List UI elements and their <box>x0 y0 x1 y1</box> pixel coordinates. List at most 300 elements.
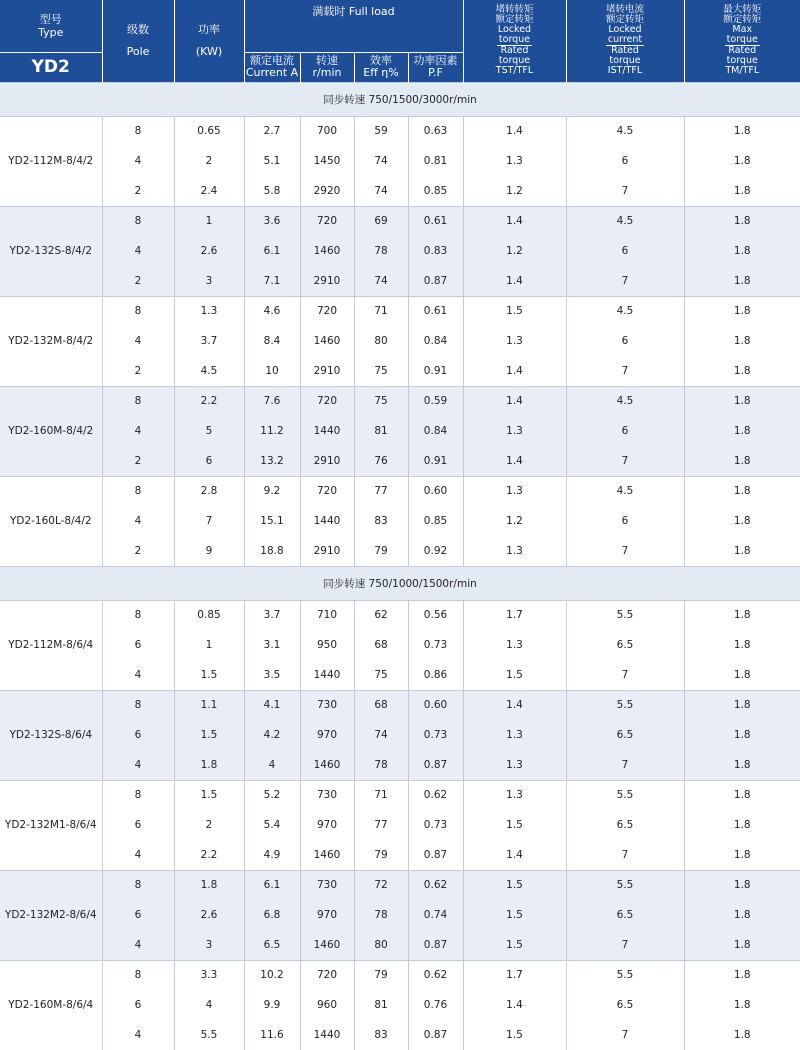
efficiency-cell: 79 <box>354 840 408 870</box>
speed-cell: 1460 <box>300 326 354 356</box>
tm-label-en3: Rated <box>685 46 800 56</box>
current-cell: 15.1 <box>244 506 300 536</box>
pole-cell: 4 <box>102 930 174 960</box>
speed-cell: 2910 <box>300 536 354 566</box>
locked-current-ratio-cell: 7 <box>566 750 684 780</box>
speed-cell: 2910 <box>300 266 354 296</box>
table-row <box>0 720 800 750</box>
current-cell: 11.6 <box>244 1020 300 1050</box>
power-factor-cell: 0.87 <box>408 266 463 296</box>
model-cell: YD2-132M2-8/6/4 <box>0 870 102 960</box>
locked-current-ratio-cell: 6.5 <box>566 900 684 930</box>
table-row <box>0 750 800 780</box>
locked-current-ratio-cell: 7 <box>566 176 684 206</box>
locked-torque-ratio-cell: 1.4 <box>463 446 566 476</box>
pole-cell: 2 <box>102 446 174 476</box>
speed-cell: 1440 <box>300 1020 354 1050</box>
model-cell: YD2-160M-8/6/4 <box>0 960 102 1050</box>
current-cell: 3.6 <box>244 206 300 236</box>
pole-cell: 4 <box>102 1020 174 1050</box>
table-row <box>0 630 800 660</box>
efficiency-cell: 75 <box>354 356 408 386</box>
power-cell: 1.8 <box>174 870 244 900</box>
locked-torque-ratio-cell: 1.7 <box>463 600 566 630</box>
locked-current-ratio-cell: 7 <box>566 1020 684 1050</box>
pole-cell: 8 <box>102 870 174 900</box>
pf-label-zh: 功率因素 <box>409 55 463 67</box>
locked-current-header <box>566 0 684 82</box>
power-factor-cell: 0.74 <box>408 900 463 930</box>
locked-torque-ratio-cell: 1.5 <box>463 1020 566 1050</box>
current-cell: 10 <box>244 356 300 386</box>
eff-label-en: Eff η% <box>355 67 408 79</box>
efficiency-header <box>354 52 408 82</box>
locked-current-ratio-cell: 4.5 <box>566 296 684 326</box>
ist-label-en3: Rated <box>567 46 684 56</box>
pole-cell: 4 <box>102 750 174 780</box>
tm-label-en5: TM/TFL <box>685 66 800 76</box>
pole-header <box>102 0 174 82</box>
max-torque-ratio-cell: 1.8 <box>684 1020 800 1050</box>
efficiency-cell: 81 <box>354 990 408 1020</box>
power-cell: 7 <box>174 506 244 536</box>
locked-current-ratio-cell: 4.5 <box>566 476 684 506</box>
power-cell: 2.4 <box>174 176 244 206</box>
max-torque-ratio-cell: 1.8 <box>684 416 800 446</box>
power-cell: 1.3 <box>174 296 244 326</box>
ist-label-en4: torque <box>567 56 684 66</box>
power-cell: 1 <box>174 630 244 660</box>
max-torque-ratio-cell: 1.8 <box>684 930 800 960</box>
efficiency-cell: 74 <box>354 266 408 296</box>
locked-torque-ratio-cell: 1.4 <box>463 356 566 386</box>
speed-cell: 950 <box>300 630 354 660</box>
pole-cell: 8 <box>102 780 174 810</box>
locked-current-ratio-cell: 7 <box>566 930 684 960</box>
type-header <box>0 0 102 52</box>
pole-cell: 8 <box>102 206 174 236</box>
power-label-zh: 功率 <box>175 24 244 36</box>
power-factor-cell: 0.91 <box>408 356 463 386</box>
locked-torque-ratio-cell: 1.5 <box>463 900 566 930</box>
table-row <box>0 960 800 990</box>
type-label-zh: 型号 <box>0 13 102 26</box>
max-torque-ratio-cell: 1.8 <box>684 840 800 870</box>
power-factor-cell: 0.76 <box>408 990 463 1020</box>
max-torque-ratio-cell: 1.8 <box>684 266 800 296</box>
efficiency-cell: 71 <box>354 780 408 810</box>
efficiency-cell: 80 <box>354 326 408 356</box>
locked-torque-ratio-cell: 1.3 <box>463 326 566 356</box>
power-factor-cell: 0.61 <box>408 296 463 326</box>
pole-cell: 6 <box>102 630 174 660</box>
locked-current-ratio-cell: 7 <box>566 446 684 476</box>
power-cell: 0.85 <box>174 600 244 630</box>
speed-cell: 1450 <box>300 146 354 176</box>
table-row <box>0 446 800 476</box>
power-cell: 2.2 <box>174 386 244 416</box>
current-cell: 5.8 <box>244 176 300 206</box>
speed-cell: 720 <box>300 960 354 990</box>
eff-label-zh: 效率 <box>355 55 408 67</box>
speed-cell: 710 <box>300 600 354 630</box>
locked-torque-ratio-cell: 1.5 <box>463 296 566 326</box>
locked-torque-ratio-cell: 1.7 <box>463 960 566 990</box>
model-cell: YD2-160M-8/4/2 <box>0 386 102 476</box>
pole-cell: 8 <box>102 386 174 416</box>
max-torque-ratio-cell: 1.8 <box>684 296 800 326</box>
speed-cell: 970 <box>300 720 354 750</box>
table-row <box>0 930 800 960</box>
power-cell: 1.5 <box>174 720 244 750</box>
table-row <box>0 810 800 840</box>
pole-cell: 4 <box>102 416 174 446</box>
current-cell: 3.1 <box>244 630 300 660</box>
speed-cell: 730 <box>300 870 354 900</box>
speed-cell: 1440 <box>300 660 354 690</box>
power-cell: 4.5 <box>174 356 244 386</box>
pole-cell: 4 <box>102 146 174 176</box>
speed-cell: 720 <box>300 386 354 416</box>
locked-current-ratio-cell: 4.5 <box>566 386 684 416</box>
efficiency-cell: 76 <box>354 446 408 476</box>
locked-torque-ratio-cell: 1.3 <box>463 780 566 810</box>
current-cell: 6.1 <box>244 236 300 266</box>
max-torque-header <box>684 0 800 82</box>
efficiency-cell: 77 <box>354 476 408 506</box>
table-row <box>0 1020 800 1050</box>
max-torque-ratio-cell: 1.8 <box>684 780 800 810</box>
model-cell: YD2-132S-8/6/4 <box>0 690 102 780</box>
current-cell: 2.7 <box>244 116 300 146</box>
efficiency-cell: 80 <box>354 930 408 960</box>
efficiency-cell: 62 <box>354 600 408 630</box>
power-cell: 2.6 <box>174 900 244 930</box>
pole-cell: 2 <box>102 536 174 566</box>
table-body <box>0 82 800 1050</box>
locked-torque-ratio-cell: 1.3 <box>463 750 566 780</box>
speed-label-en: r/min <box>301 67 354 79</box>
pole-cell: 2 <box>102 176 174 206</box>
power-factor-cell: 0.84 <box>408 416 463 446</box>
tst-label-zh1: 堵转转矩 <box>464 5 566 15</box>
current-cell: 4 <box>244 750 300 780</box>
current-cell: 8.4 <box>244 326 300 356</box>
power-factor-cell: 0.87 <box>408 840 463 870</box>
power-factor-cell: 0.62 <box>408 780 463 810</box>
current-cell: 5.1 <box>244 146 300 176</box>
max-torque-ratio-cell: 1.8 <box>684 660 800 690</box>
power-factor-cell: 0.62 <box>408 960 463 990</box>
section-header-row <box>0 566 800 600</box>
efficiency-cell: 74 <box>354 146 408 176</box>
table-row <box>0 206 800 236</box>
ist-label-en5: IST/TFL <box>567 66 684 76</box>
max-torque-ratio-cell: 1.8 <box>684 990 800 1020</box>
max-torque-ratio-cell: 1.8 <box>684 206 800 236</box>
pole-cell: 6 <box>102 810 174 840</box>
current-cell: 7.6 <box>244 386 300 416</box>
power-factor-cell: 0.87 <box>408 1020 463 1050</box>
power-factor-cell: 0.60 <box>408 476 463 506</box>
max-torque-ratio-cell: 1.8 <box>684 506 800 536</box>
model-cell: YD2-132M-8/4/2 <box>0 296 102 386</box>
locked-current-ratio-cell: 6 <box>566 506 684 536</box>
locked-current-ratio-cell: 6 <box>566 236 684 266</box>
power-factor-cell: 0.60 <box>408 690 463 720</box>
pole-cell: 8 <box>102 960 174 990</box>
current-header <box>244 52 300 82</box>
power-factor-cell: 0.73 <box>408 720 463 750</box>
pole-cell: 4 <box>102 236 174 266</box>
current-cell: 3.7 <box>244 600 300 630</box>
current-cell: 7.1 <box>244 266 300 296</box>
power-cell: 0.65 <box>174 116 244 146</box>
table-header <box>0 0 800 82</box>
power-factor-header <box>408 52 463 82</box>
current-cell: 4.1 <box>244 690 300 720</box>
pole-cell: 4 <box>102 660 174 690</box>
locked-current-ratio-cell: 4.5 <box>566 206 684 236</box>
table-row <box>0 536 800 566</box>
table-row <box>0 506 800 536</box>
power-cell: 5.5 <box>174 1020 244 1050</box>
locked-current-ratio-cell: 5.5 <box>566 960 684 990</box>
speed-cell: 2910 <box>300 446 354 476</box>
speed-label-zh: 转速 <box>301 55 354 67</box>
power-cell: 1 <box>174 206 244 236</box>
max-torque-ratio-cell: 1.8 <box>684 176 800 206</box>
pole-cell: 2 <box>102 266 174 296</box>
locked-torque-ratio-cell: 1.4 <box>463 690 566 720</box>
pole-cell: 6 <box>102 720 174 750</box>
power-factor-cell: 0.85 <box>408 506 463 536</box>
table-row <box>0 116 800 146</box>
speed-cell: 2920 <box>300 176 354 206</box>
model-cell: YD2-132S-8/4/2 <box>0 206 102 296</box>
pole-cell: 2 <box>102 356 174 386</box>
power-header <box>174 0 244 82</box>
ist-label-en1: Locked <box>567 25 684 35</box>
table-row <box>0 840 800 870</box>
model-cell: YD2-132M1-8/6/4 <box>0 780 102 870</box>
efficiency-cell: 77 <box>354 810 408 840</box>
max-torque-ratio-cell: 1.8 <box>684 600 800 630</box>
power-factor-cell: 0.63 <box>408 116 463 146</box>
max-torque-ratio-cell: 1.8 <box>684 326 800 356</box>
ist-label-zh1: 堵转电流 <box>567 5 684 15</box>
section-header-row <box>0 82 800 116</box>
tm-label-en4: torque <box>685 56 800 66</box>
power-factor-cell: 0.61 <box>408 206 463 236</box>
locked-torque-ratio-cell: 1.4 <box>463 386 566 416</box>
max-torque-ratio-cell: 1.8 <box>684 116 800 146</box>
table-row <box>0 356 800 386</box>
table-row <box>0 780 800 810</box>
tm-label-en2: torque <box>725 35 760 46</box>
locked-torque-ratio-cell: 1.4 <box>463 206 566 236</box>
pole-label-zh: 级数 <box>103 24 174 36</box>
model-cell: YD2-112M-8/4/2 <box>0 116 102 206</box>
locked-current-ratio-cell: 6 <box>566 146 684 176</box>
table-row <box>0 900 800 930</box>
speed-cell: 1460 <box>300 840 354 870</box>
locked-torque-ratio-cell: 1.5 <box>463 810 566 840</box>
efficiency-cell: 68 <box>354 690 408 720</box>
locked-torque-ratio-cell: 1.5 <box>463 660 566 690</box>
section-title: 同步转速 750/1000/1500r/min <box>0 566 800 600</box>
efficiency-cell: 79 <box>354 536 408 566</box>
max-torque-ratio-cell: 1.8 <box>684 356 800 386</box>
locked-current-ratio-cell: 6.5 <box>566 990 684 1020</box>
current-cell: 13.2 <box>244 446 300 476</box>
ist-label-en2: current <box>606 35 644 46</box>
locked-current-ratio-cell: 4.5 <box>566 116 684 146</box>
max-torque-ratio-cell: 1.8 <box>684 750 800 780</box>
current-cell: 3.5 <box>244 660 300 690</box>
power-factor-cell: 0.73 <box>408 630 463 660</box>
max-torque-ratio-cell: 1.8 <box>684 870 800 900</box>
efficiency-cell: 72 <box>354 870 408 900</box>
efficiency-cell: 79 <box>354 960 408 990</box>
current-label-zh: 额定电流 <box>245 55 300 67</box>
efficiency-cell: 74 <box>354 720 408 750</box>
table-row <box>0 870 800 900</box>
locked-torque-header <box>463 0 566 82</box>
locked-current-ratio-cell: 6 <box>566 326 684 356</box>
current-cell: 10.2 <box>244 960 300 990</box>
locked-torque-ratio-cell: 1.3 <box>463 146 566 176</box>
efficiency-cell: 68 <box>354 630 408 660</box>
power-cell: 2.8 <box>174 476 244 506</box>
locked-current-ratio-cell: 5.5 <box>566 600 684 630</box>
pole-cell: 8 <box>102 476 174 506</box>
efficiency-cell: 83 <box>354 1020 408 1050</box>
table-row <box>0 146 800 176</box>
pole-cell: 4 <box>102 840 174 870</box>
locked-current-ratio-cell: 7 <box>566 356 684 386</box>
power-cell: 2 <box>174 146 244 176</box>
speed-cell: 700 <box>300 116 354 146</box>
power-cell: 3 <box>174 266 244 296</box>
locked-current-ratio-cell: 7 <box>566 266 684 296</box>
speed-cell: 720 <box>300 206 354 236</box>
locked-current-ratio-cell: 6.5 <box>566 630 684 660</box>
max-torque-ratio-cell: 1.8 <box>684 690 800 720</box>
table-row <box>0 296 800 326</box>
locked-current-ratio-cell: 6.5 <box>566 810 684 840</box>
current-cell: 6.8 <box>244 900 300 930</box>
table-row <box>0 176 800 206</box>
speed-cell: 1440 <box>300 416 354 446</box>
pole-cell: 8 <box>102 296 174 326</box>
table-row <box>0 600 800 630</box>
pole-cell: 6 <box>102 990 174 1020</box>
efficiency-cell: 71 <box>354 296 408 326</box>
current-cell: 4.6 <box>244 296 300 326</box>
current-cell: 5.2 <box>244 780 300 810</box>
power-cell: 2.6 <box>174 236 244 266</box>
section-title: 同步转速 750/1500/3000r/min <box>0 82 800 116</box>
power-cell: 4 <box>174 990 244 1020</box>
efficiency-cell: 78 <box>354 750 408 780</box>
power-cell: 1.8 <box>174 750 244 780</box>
power-cell: 1.5 <box>174 660 244 690</box>
max-torque-ratio-cell: 1.8 <box>684 446 800 476</box>
power-cell: 3 <box>174 930 244 960</box>
current-cell: 5.4 <box>244 810 300 840</box>
power-factor-cell: 0.92 <box>408 536 463 566</box>
pole-cell: 6 <box>102 900 174 930</box>
pole-cell: 8 <box>102 116 174 146</box>
table-row <box>0 326 800 356</box>
table-row <box>0 236 800 266</box>
ist-label-zh2: 额定转矩 <box>567 15 684 25</box>
speed-cell: 960 <box>300 990 354 1020</box>
efficiency-cell: 75 <box>354 660 408 690</box>
current-cell: 18.8 <box>244 536 300 566</box>
power-factor-cell: 0.59 <box>408 386 463 416</box>
max-torque-ratio-cell: 1.8 <box>684 386 800 416</box>
speed-cell: 2910 <box>300 356 354 386</box>
speed-cell: 970 <box>300 810 354 840</box>
current-cell: 9.9 <box>244 990 300 1020</box>
type-label-en: Type <box>0 26 102 39</box>
locked-torque-ratio-cell: 1.3 <box>463 476 566 506</box>
table-row <box>0 266 800 296</box>
power-factor-cell: 0.91 <box>408 446 463 476</box>
max-torque-ratio-cell: 1.8 <box>684 476 800 506</box>
locked-current-ratio-cell: 5.5 <box>566 870 684 900</box>
full-load-header: 满载时 Full load <box>244 0 463 52</box>
power-factor-cell: 0.87 <box>408 750 463 780</box>
max-torque-ratio-cell: 1.8 <box>684 810 800 840</box>
power-factor-cell: 0.81 <box>408 146 463 176</box>
locked-torque-ratio-cell: 1.3 <box>463 416 566 446</box>
locked-current-ratio-cell: 7 <box>566 840 684 870</box>
speed-cell: 1460 <box>300 236 354 266</box>
power-cell: 1.1 <box>174 690 244 720</box>
current-cell: 6.5 <box>244 930 300 960</box>
table-row <box>0 660 800 690</box>
pole-cell: 4 <box>102 326 174 356</box>
pole-label-en: Pole <box>103 46 174 58</box>
power-factor-cell: 0.86 <box>408 660 463 690</box>
max-torque-ratio-cell: 1.8 <box>684 236 800 266</box>
speed-cell: 1460 <box>300 930 354 960</box>
efficiency-cell: 83 <box>354 506 408 536</box>
power-cell: 6 <box>174 446 244 476</box>
model-cell: YD2-112M-8/6/4 <box>0 600 102 690</box>
speed-cell: 730 <box>300 690 354 720</box>
speed-cell: 720 <box>300 476 354 506</box>
max-torque-ratio-cell: 1.8 <box>684 900 800 930</box>
tst-label-zh2: 额定转矩 <box>464 15 566 25</box>
power-cell: 3.3 <box>174 960 244 990</box>
efficiency-cell: 81 <box>354 416 408 446</box>
locked-torque-ratio-cell: 1.4 <box>463 116 566 146</box>
tm-label-en1: Max <box>685 25 800 35</box>
tst-label-en3: Rated <box>464 46 566 56</box>
max-torque-ratio-cell: 1.8 <box>684 146 800 176</box>
speed-cell: 730 <box>300 780 354 810</box>
locked-torque-ratio-cell: 1.4 <box>463 990 566 1020</box>
power-factor-cell: 0.56 <box>408 600 463 630</box>
power-factor-cell: 0.73 <box>408 810 463 840</box>
efficiency-cell: 59 <box>354 116 408 146</box>
locked-current-ratio-cell: 7 <box>566 660 684 690</box>
locked-torque-ratio-cell: 1.5 <box>463 930 566 960</box>
